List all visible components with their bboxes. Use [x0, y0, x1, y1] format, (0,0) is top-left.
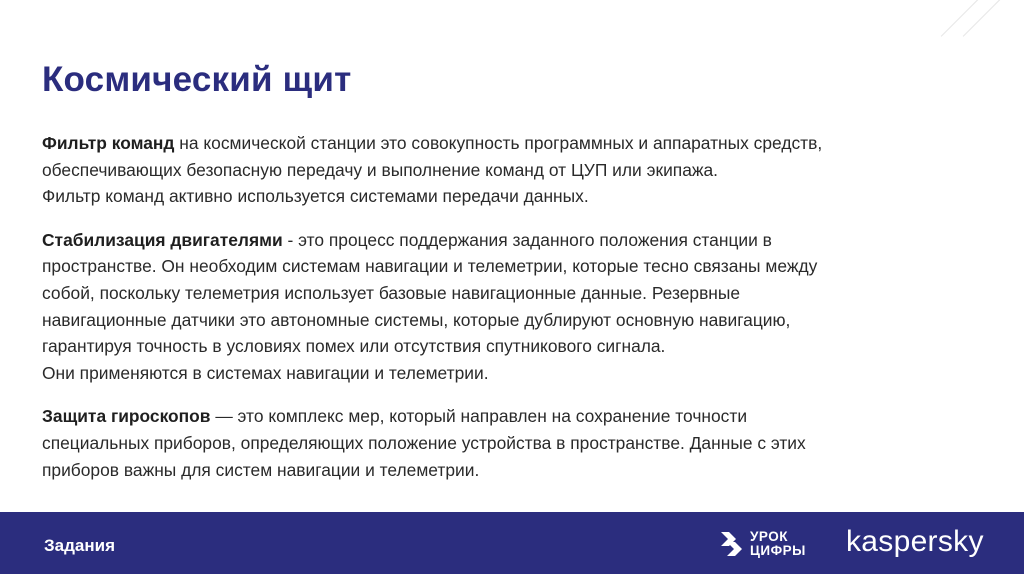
footer-bar [0, 512, 1024, 574]
paragraph-line: - это процесс поддержания заданного положения станции в [282, 229, 772, 250]
term-engine-stabilization: Стабилизация двигателями [42, 229, 283, 250]
paragraph-line: Фильтр команд активно используется системами передачи данных. [42, 186, 589, 207]
term-gyroscope-protection: Защита гироскопов [42, 406, 211, 427]
kaspersky-logo: kaspersky [846, 525, 984, 558]
urok-line-1: УРОК [750, 529, 788, 544]
urok-tsifry-logo [718, 527, 806, 561]
paragraph-line: гарантируя точность в условиях помех или отсутствия спутникового сигнала. [42, 336, 666, 357]
slide-content [42, 130, 962, 500]
paragraph-line: на космической станции это совокупность программных и аппаратных средств, [174, 133, 823, 153]
paragraph-line: собой, поскольку телеметрия использует базовые навигационные данные. Резервные [42, 282, 741, 303]
slide-title: Космический щит [42, 60, 352, 99]
paragraph-engine-stabilization [42, 227, 962, 387]
paragraph-line: приборов важны для систем навигации и телеметрии. [42, 459, 480, 480]
paragraph-line: обеспечивающих безопасную передачу и выполнение команд от ЦУП или экипажа. [42, 159, 719, 180]
urok-tsifry-chevron-logo-icon [718, 529, 744, 559]
footer-label: Задания [44, 536, 115, 555]
paragraph-line: пространстве. Он необходим системам навигации и телеметрии, которые тесно связаны между [42, 256, 818, 277]
paragraph-command-filter [42, 130, 962, 210]
urok-tsifry-wordmark [750, 530, 806, 558]
paragraph-line: Они применяются в системах навигации и телеметрии. [42, 362, 489, 383]
paragraph-line: специальных приборов, определяющих положение устройства в пространстве. Данные с этих [42, 432, 806, 453]
paragraph-gyroscope-protection [42, 403, 962, 483]
urok-line-2: ЦИФРЫ [750, 543, 806, 558]
term-command-filter: Фильтр команд [42, 133, 175, 153]
paragraph-line: навигационные датчики это автономные системы, которые дублируют основную навигацию, [42, 309, 791, 330]
corner-decoration-line [941, 0, 984, 37]
paragraph-line: — это комплекс мер, который направлен на сохранение точности [210, 406, 748, 427]
corner-decoration-line [963, 0, 1006, 37]
